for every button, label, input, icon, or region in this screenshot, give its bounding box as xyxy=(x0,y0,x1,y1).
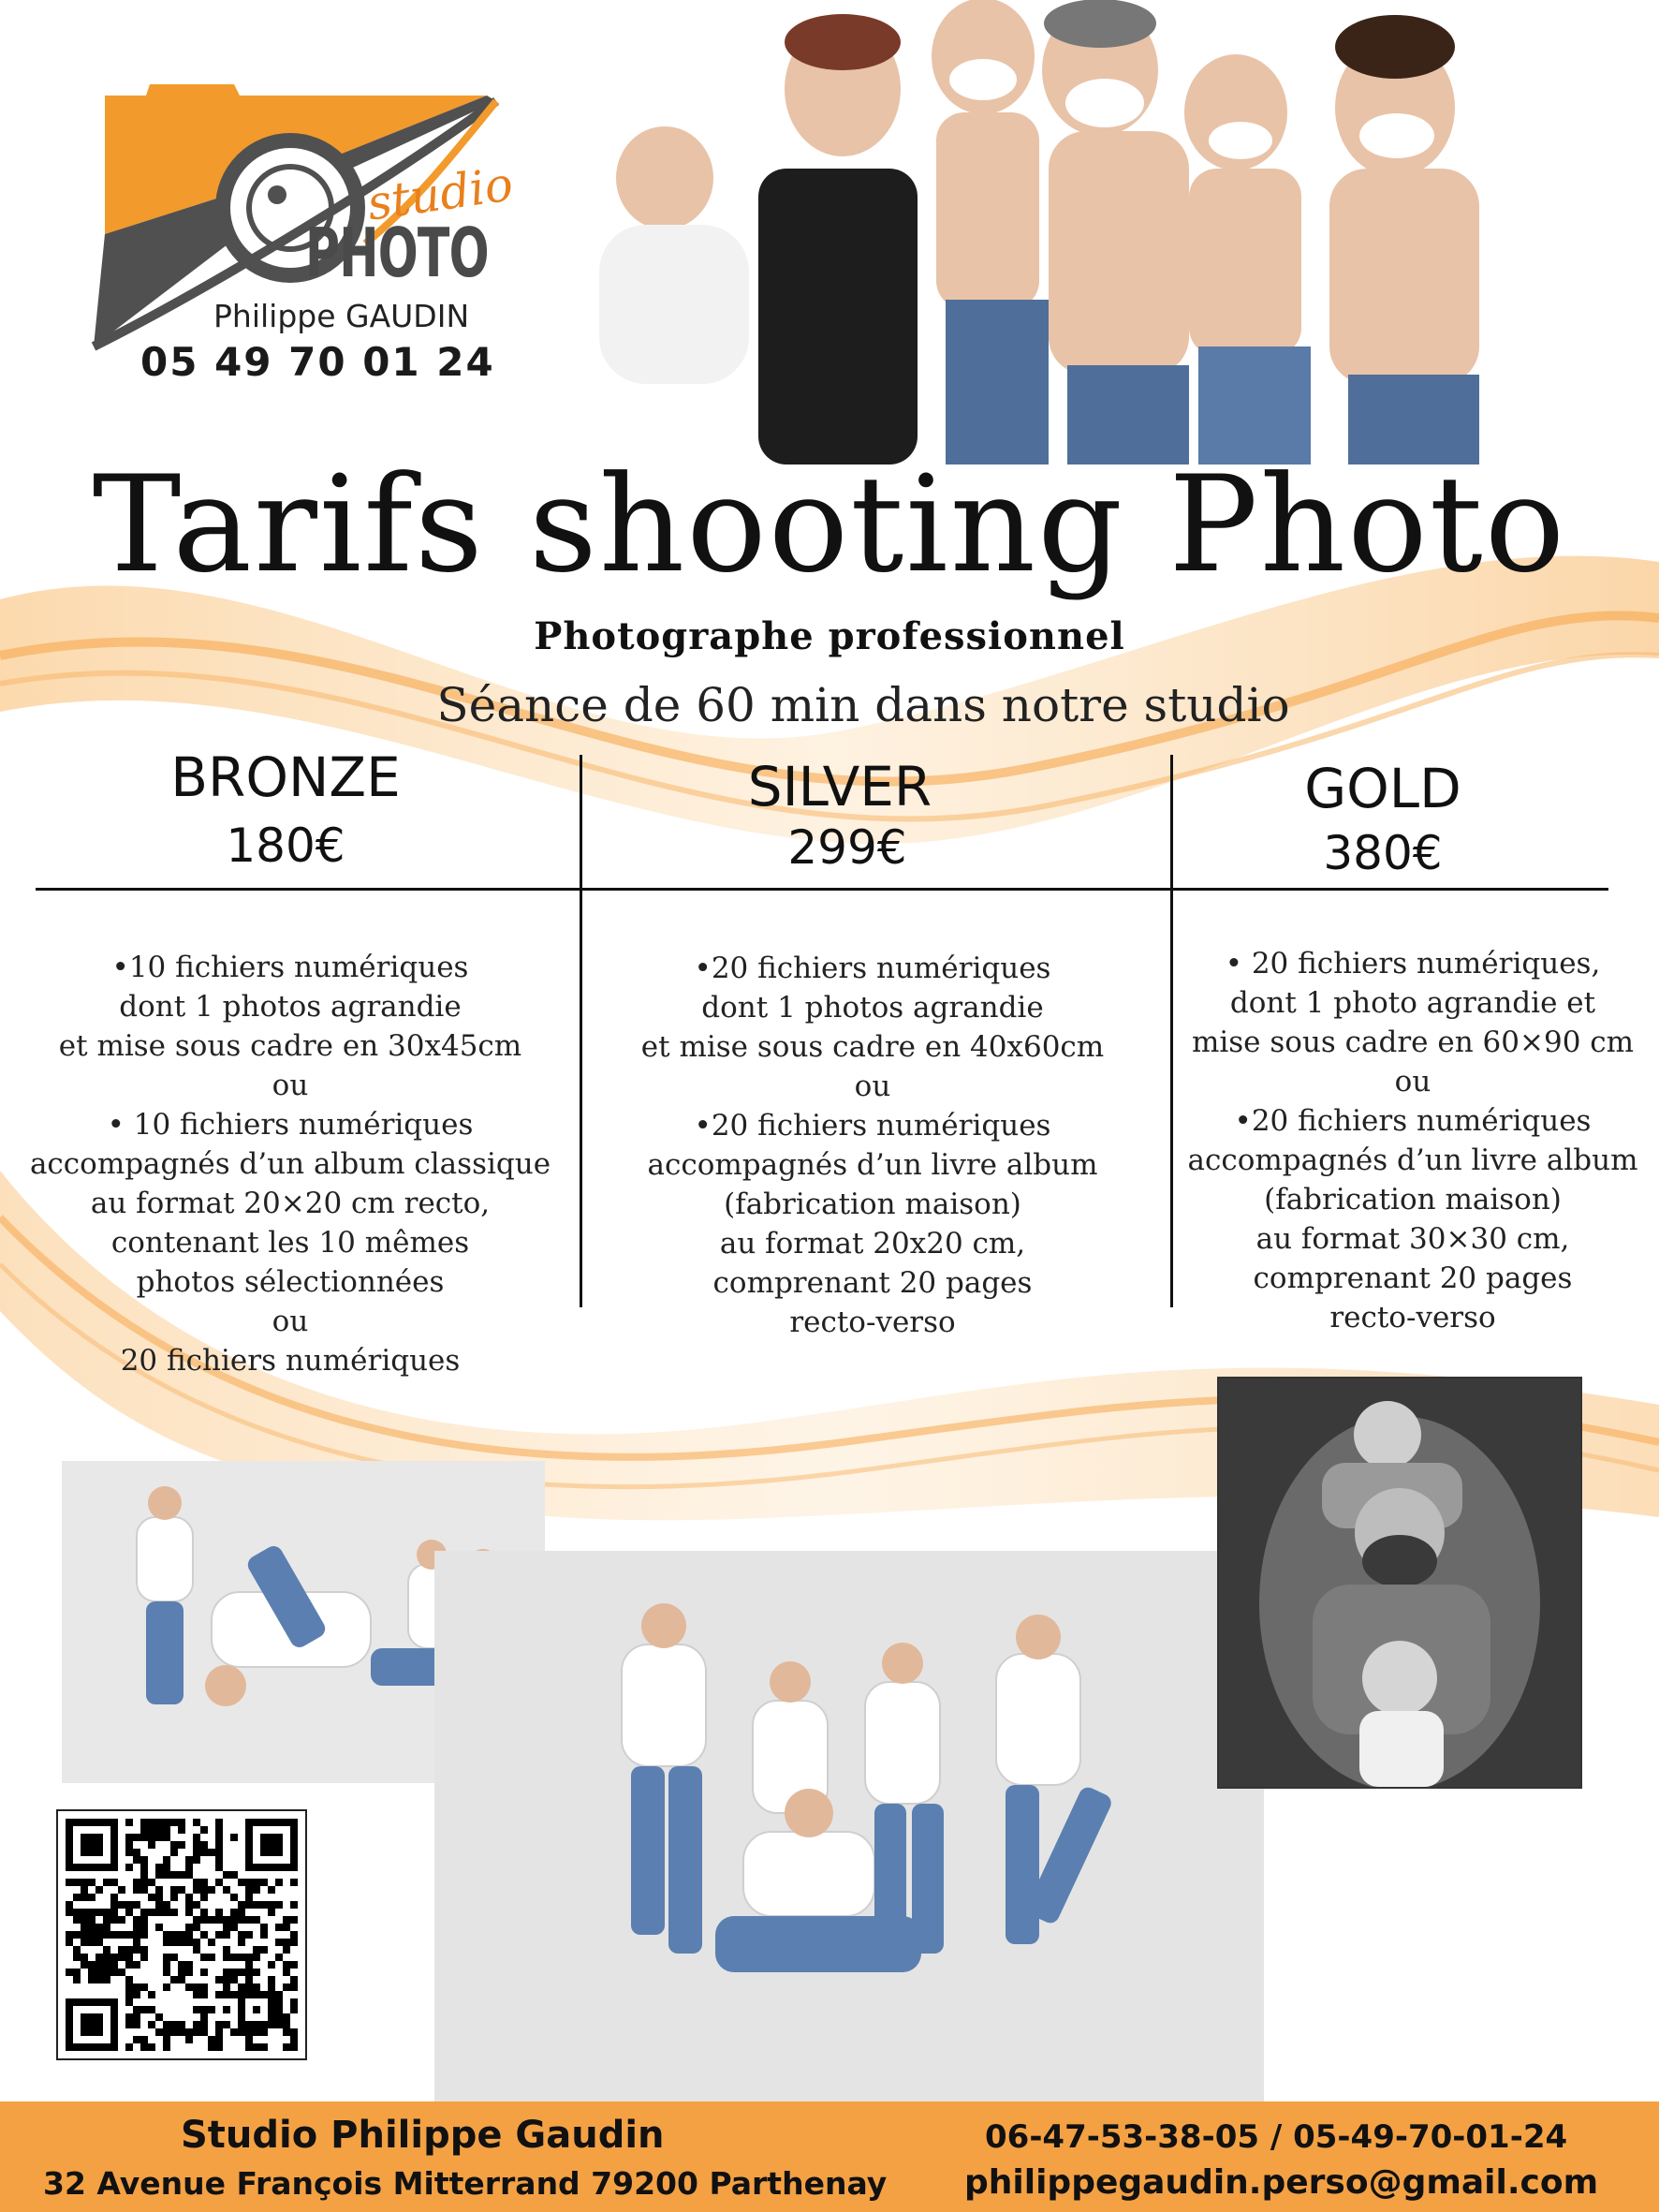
qr-code[interactable] xyxy=(56,1809,307,2060)
tier-description-bronze xyxy=(0,948,580,1380)
logo-phone: 05 49 70 01 24 xyxy=(140,339,495,385)
description-line: au format 20x20 cm, xyxy=(719,1227,1026,1261)
description-line: accompagnés d’un livre album xyxy=(647,1148,1098,1182)
description-line: ou xyxy=(272,1069,309,1102)
description-line: •20 fichiers numériques xyxy=(694,951,1051,985)
description-line: accompagnés d’un livre album xyxy=(1187,1143,1638,1177)
footer-phones[interactable]: 06-47-53-38-05 / 05-49-70-01-24 xyxy=(985,2118,1568,2156)
logo-studio-text: studio xyxy=(363,156,517,231)
description-line: au format 30×30 cm, xyxy=(1255,1222,1570,1256)
description-line: et mise sous cadre en 30x45cm xyxy=(58,1029,522,1063)
tier-price-gold: 380€ xyxy=(1323,826,1443,880)
description-line: •20 fichiers numériques xyxy=(1234,1104,1592,1138)
description-line: 20 fichiers numériques xyxy=(120,1344,461,1378)
page-subtitle: Photographe professionnel xyxy=(534,614,1125,658)
description-line: dont 1 photos agrandie xyxy=(119,990,462,1024)
description-line: •20 fichiers numériques xyxy=(694,1109,1051,1143)
tier-price-bronze: 180€ xyxy=(226,818,345,873)
description-line: recto-verso xyxy=(789,1305,956,1339)
qr-code-icon xyxy=(58,1811,305,2058)
description-line: • 10 fichiers numériques xyxy=(107,1108,474,1142)
tier-price-silver: 299€ xyxy=(787,820,907,875)
description-line: dont 1 photo agrandie et xyxy=(1229,986,1596,1020)
tier-description-gold xyxy=(1174,944,1652,1337)
description-line: et mise sous cadre en 40x60cm xyxy=(640,1030,1105,1064)
description-line: ou xyxy=(272,1305,309,1338)
logo-name: Philippe GAUDIN xyxy=(213,298,470,334)
description-line: recto-verso xyxy=(1329,1301,1496,1335)
pricing-header-divider xyxy=(36,888,1608,891)
description-line: accompagnés d’un album classique xyxy=(29,1147,551,1181)
family-dance-photo-center xyxy=(434,1551,1264,2101)
tier-name-silver: SILVER xyxy=(747,755,932,818)
description-line: contenant les 10 mêmes xyxy=(110,1226,470,1260)
description-line: dont 1 photos agrandie xyxy=(701,991,1044,1025)
tier-name-bronze: BRONZE xyxy=(170,745,401,809)
description-line: au format 20×20 cm recto, xyxy=(90,1187,491,1220)
footer-address: 32 Avenue François Mitterrand 79200 Parthenay xyxy=(43,2165,888,2202)
page-title: Tarifs shooting Photo xyxy=(92,448,1567,602)
description-line: mise sous cadre en 60×90 cm xyxy=(1191,1025,1635,1059)
description-line: • 20 fichiers numériques, xyxy=(1225,947,1601,981)
logo-photo-text: PHOTO xyxy=(305,214,489,292)
tier-description-silver xyxy=(582,949,1163,1342)
description-line: photos sélectionnées xyxy=(136,1265,445,1299)
description-line: comprenant 20 pages xyxy=(712,1266,1033,1300)
footer-studio-name: Studio Philippe Gaudin xyxy=(181,2114,665,2157)
description-line: ou xyxy=(854,1069,891,1103)
tier-name-gold: GOLD xyxy=(1304,757,1461,820)
description-line: (fabrication maison) xyxy=(724,1187,1021,1221)
footer-email[interactable]: philippegaudin.perso@gmail.com xyxy=(964,2163,1599,2202)
description-line: ou xyxy=(1394,1065,1431,1099)
family-photo-top xyxy=(580,0,1554,465)
session-info: Séance de 60 min dans notre studio xyxy=(436,678,1290,732)
description-line: •10 fichiers numériques xyxy=(111,951,469,984)
description-line: (fabrication maison) xyxy=(1264,1183,1562,1217)
father-children-photo-right xyxy=(1217,1377,1582,1789)
description-line: comprenant 20 pages xyxy=(1253,1261,1573,1295)
